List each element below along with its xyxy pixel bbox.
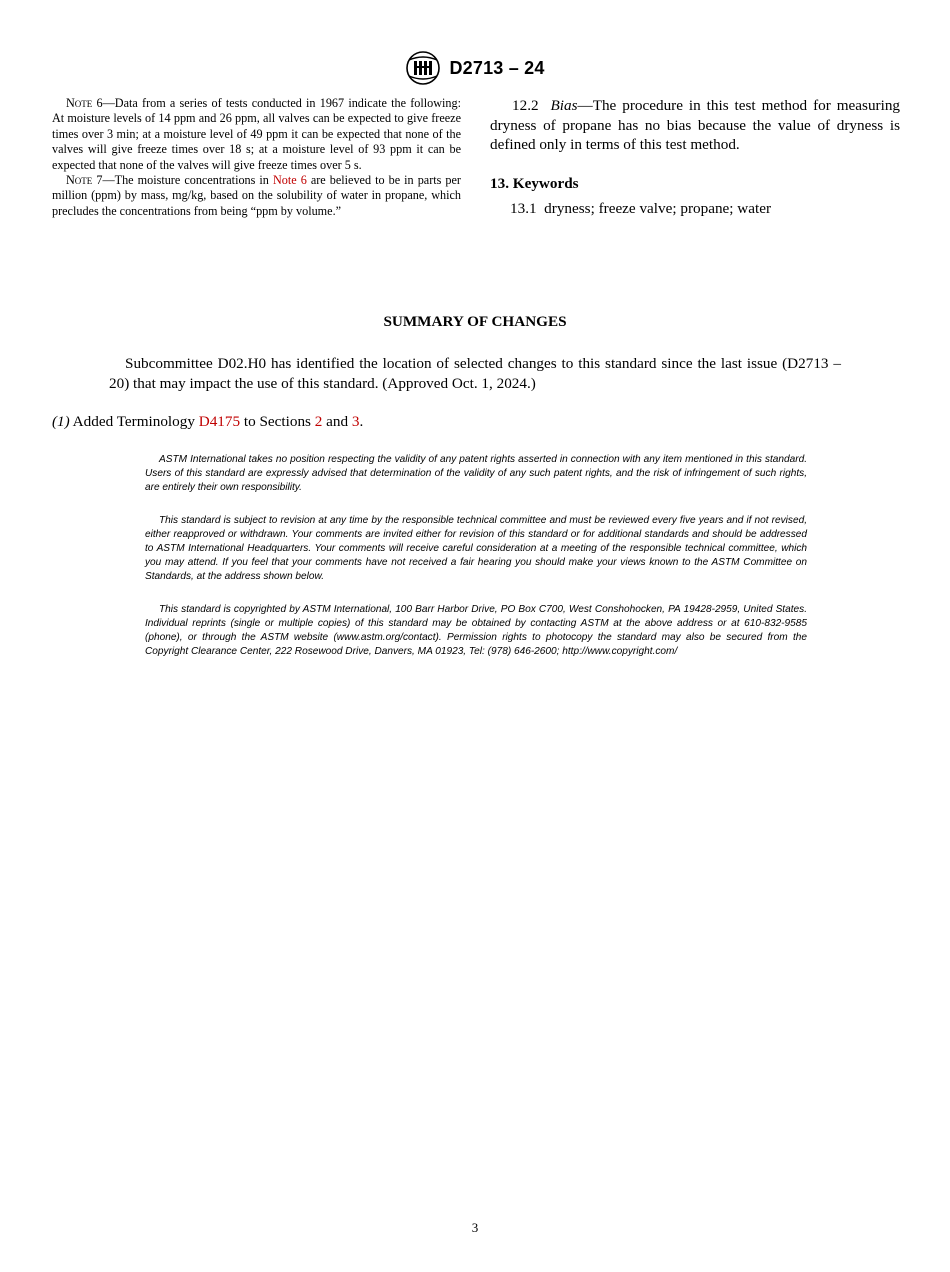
astm-logo-icon xyxy=(405,50,441,86)
document-id: D2713 – 24 xyxy=(449,57,545,78)
bias-term: Bias xyxy=(550,97,578,114)
change-text-4: . xyxy=(359,413,364,430)
change-text-1: Added Terminology xyxy=(69,413,199,430)
note-7-text-after: are believed to be in parts per million (ppm) by mass, mg/kg, based on the solubility of water in propane, which precludes the concentrations from being “ppm by volume.” xyxy=(52,173,461,218)
revision-notice: This standard is subject to revision at any time by the responsible technical committee and must be reviewed every five years and if not revised, either reapproved or withdrawn. Your comments are invited either for revision of this standard or for additional standards and should be addressed to ASTM International Headquarters. Your comments will receive careful consideration at a meeting of the responsible technical committee, which you may attend. If you feel that your comments have not received a fair hearing you should make your views known to the ASTM Committee on Standards, at the address shown below. xyxy=(145,515,807,582)
change-text-2: to Sections xyxy=(240,413,315,430)
note-6-link[interactable]: Note 6 xyxy=(272,173,307,188)
change-item xyxy=(52,413,363,431)
section-2-link[interactable]: 2 xyxy=(314,413,323,430)
note-6 xyxy=(52,96,461,173)
page-number: 3 xyxy=(471,1220,479,1235)
note-7-number: 7 xyxy=(96,173,103,188)
section-3-link[interactable]: 3 xyxy=(351,413,360,430)
section-12-2-number: 12.2 xyxy=(512,97,539,114)
page-header xyxy=(0,50,950,86)
section-13-1 xyxy=(490,199,900,219)
right-column xyxy=(490,96,900,219)
change-text-3: and xyxy=(322,413,352,430)
change-marker: (1) xyxy=(52,413,70,430)
note-7-text-before: —The moisture concentrations in xyxy=(102,173,273,188)
note-7-label: Note xyxy=(66,173,93,188)
keywords-text: dryness; freeze valve; propane; water xyxy=(544,200,772,217)
section-13-1-number: 13.1 xyxy=(510,200,537,217)
note-7 xyxy=(52,173,461,219)
section-12-2 xyxy=(490,96,900,155)
note-6-label: Note xyxy=(66,96,93,110)
note-6-text: —Data from a series of tests conducted in 1967 indicate the following: At moisture levels of 14 ppm and 26 ppm, all valves can be expected to give freeze times over 3 min; at a moisture level of 49 ppm it can be expected that none of the valves will give freeze times over 18 s; at a moisture level of 93 ppm it can be expected that none of the valves will give freeze times over 5 s. xyxy=(52,96,462,172)
summary-body: Subcommittee D02.H0 has identified the location of selected changes to this standard since the last issue (D2713 – 20) that may impact the use of this standard. (Approved Oct. 1, 2024.) xyxy=(109,355,841,392)
summary-title: SUMMARY OF CHANGES xyxy=(383,313,567,330)
d4175-link[interactable]: D4175 xyxy=(198,413,241,430)
keywords-heading: 13. Keywords xyxy=(490,174,579,192)
copyright-notice: This standard is copyrighted by ASTM International, 100 Barr Harbor Drive, PO Box C700, West Conshohocken, PA 19428-2959, United States. Individual reprints (single or multiple copies) of this standard may be obtained by contacting ASTM at the above address or at 610-832-9585 (phone), or through the ASTM website (www.astm.org/contact). Permission rights to photocopy the standard may also be secured from the Copyright Clearance Center, 222 Rosewood Drive, Danvers, MA 01923, Tel: (978) 646-2600; http://www.copyright.com/ xyxy=(145,604,807,657)
bias-text: —The procedure in this test method for measuring dryness of propane has no bias because the value of dryness is defined only in terms of this test method. xyxy=(490,97,901,153)
note-6-number: 6 xyxy=(96,96,103,110)
patent-notice: ASTM International takes no position respecting the validity of any patent rights asserted in connection with any item mentioned in this standard. Users of this standard are expressly advised that determination of the validity of any such patent rights, and the risk of infringement of such rights, are entirely their own responsibility. xyxy=(145,454,807,493)
left-column xyxy=(52,96,461,219)
